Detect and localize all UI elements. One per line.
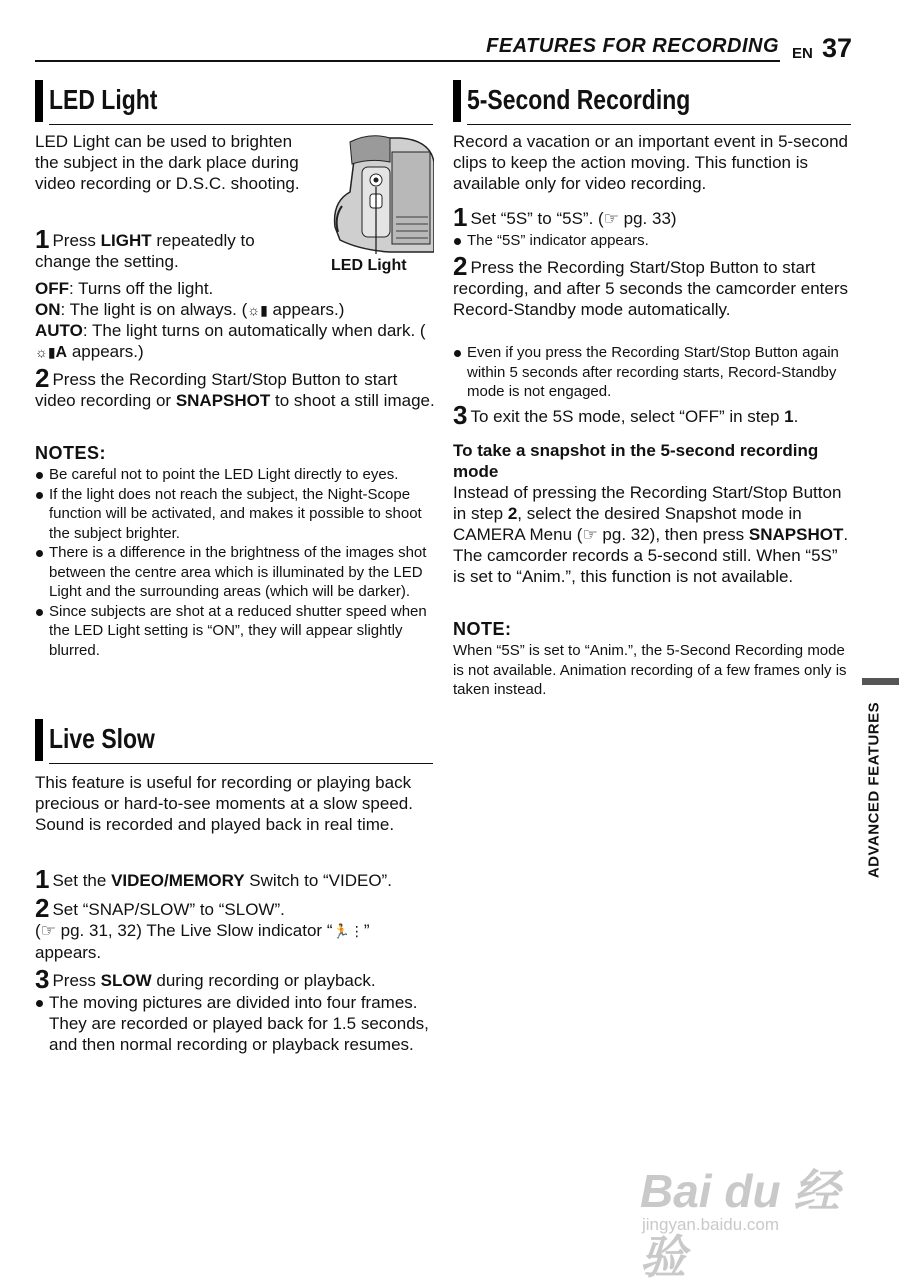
option-text: : The light is on always. ( — [60, 300, 248, 319]
step-text: Press the Recording Start/Stop Button to start recording, and after 5 seconds the camcorder enters Record-Standby mode automatically. — [453, 258, 848, 319]
five-second-title: 5-Second Recording — [467, 84, 691, 115]
led-title: LED Light — [49, 84, 158, 115]
live-slow-intro: This feature is useful for recording or playing back precious or hard-to-see moments at a slow speed. Sound is recorded and played back in real time. — [35, 773, 413, 834]
note-text: When “5S” is set to “Anim.”, the 5-Second Recording mode is not available. Animation recording of a few frames only is taken instead. — [453, 642, 847, 698]
switch-name: VIDEO/MEMORY — [111, 871, 245, 890]
baidu-watermark — [640, 1145, 860, 1283]
watermark-url: jingyan.baidu.com — [642, 1215, 780, 1234]
heading-rule — [49, 124, 433, 125]
step-text: to shoot a still image. — [270, 391, 435, 410]
step-bullet: Even if you press the Recording Start/Stop Button again within 5 seconds after recording starts, Record-Standby mode is not engaged. — [453, 343, 853, 402]
running-header: FEATURES FOR RECORDING — [486, 35, 779, 57]
five-step-3 — [453, 400, 853, 430]
note-item: There is a difference in the brightness of the images shot between the centre area which is illuminated by the LED Light and the surrounding areas (which will be darker). — [35, 543, 430, 602]
heading-bar — [453, 80, 461, 122]
live-slow-title: Live Slow — [49, 723, 155, 754]
live-slow-heading — [35, 719, 433, 765]
step-number: 2 — [35, 893, 50, 923]
led-on-option — [35, 299, 435, 321]
live-slow-indicator-icon: 🏃⋮ — [332, 923, 364, 939]
button-name: SNAPSHOT — [748, 525, 844, 544]
note-item: If the light does not reach the subject, the Night-Scope function will be activated, and makes it possible to shoot the subject brighter. — [35, 485, 430, 544]
watermark-brand: Bai du 经验 — [640, 1165, 840, 1283]
header-rule — [35, 60, 780, 62]
language-label: EN — [792, 45, 813, 62]
notes-heading: NOTES: — [35, 443, 107, 463]
step-text: Set the — [52, 871, 112, 890]
five-step1-bullets — [453, 231, 853, 251]
heading-bar — [35, 80, 43, 122]
led-step-2 — [35, 363, 435, 411]
step-number: 2 — [453, 251, 468, 281]
body-text: , select the desired Snapshot mode in CAMERA Menu ( — [453, 504, 802, 544]
step-text: repeatedly to change the setting. — [35, 231, 255, 271]
option-text: : Turns off the light. — [69, 279, 214, 298]
option-text: appears.) — [67, 342, 144, 361]
button-name: SLOW — [100, 971, 152, 990]
step-number: 1 — [35, 224, 50, 254]
note-item: Be careful not to point the LED Light directly to eyes. — [35, 465, 430, 485]
camcorder-drawing — [330, 132, 434, 254]
step-ref: 1 — [784, 407, 794, 426]
button-name: SNAPSHOT — [175, 391, 271, 410]
step-text: . — [793, 407, 799, 426]
step-number: 3 — [35, 964, 50, 994]
step-number: 1 — [453, 202, 468, 232]
snapshot-subheading: To take a snapshot in the 5-second recording mode — [453, 441, 819, 481]
five-step-1 — [453, 202, 853, 232]
heading-rule — [49, 763, 433, 764]
step-number: 3 — [453, 400, 468, 430]
step-ref: 2 — [507, 504, 518, 523]
live-step-3 — [35, 964, 435, 994]
step-text: during recording or playback. — [151, 971, 376, 990]
page-ref-icon: ☞ — [40, 921, 56, 940]
button-name: LIGHT — [100, 231, 152, 250]
body-text: . The camcorder records a 5-second still. When “5S” is set to “Anim.”, this function is not available. — [453, 525, 849, 586]
notes-list — [35, 465, 430, 660]
side-tab-label — [860, 700, 888, 880]
led-auto-option — [35, 320, 435, 363]
page-ref-icon: ☞ — [603, 209, 619, 228]
step-text: pg. 31, 32) The Live Slow indicator “ — [55, 921, 333, 940]
led-intro: LED Light can be used to brighten the subject in the dark place during video recording or D.S.C. shooting. — [35, 132, 300, 193]
five-step-2 — [453, 251, 853, 320]
step-text: Press the Recording Start/Stop Button to start video recording or — [35, 370, 398, 410]
five-step2-bullets — [453, 343, 853, 402]
step-text: pg. 33) — [618, 209, 677, 228]
snapshot-body — [453, 482, 853, 587]
page-number: 37 — [822, 33, 853, 63]
step-text: Press — [52, 231, 101, 250]
option-label: ON — [35, 300, 61, 319]
led-section-heading — [35, 80, 433, 126]
step-text: Switch to “VIDEO”. — [244, 871, 392, 890]
step-text: Set “SNAP/SLOW” to “SLOW”. — [52, 900, 285, 919]
note-heading: NOTE: — [453, 619, 512, 639]
option-label: AUTO — [35, 321, 83, 340]
five-intro: Record a vacation or an important event in 5-second clips to keep the action moving. This function is available only for video recording. — [453, 132, 849, 193]
step-text: Press — [52, 971, 101, 990]
step-text: Set “5S” to “5S”. ( — [470, 209, 604, 228]
live-bullet-list — [35, 992, 430, 1055]
led-auto-icon: ☼▮A — [35, 344, 68, 361]
step-text: ” appears. — [35, 921, 370, 962]
led-step-1 — [35, 224, 305, 272]
step-number: 2 — [35, 363, 50, 393]
live-step-2: 2 Set “SNAP/SLOW” to “SLOW”. (☞ pg. 31, 32) The Live Slow indicator “🏃⋮” appears. — [35, 893, 370, 962]
note-item: Since subjects are shot at a reduced shutter speed when the LED Light setting is “ON”, they will appear slightly blurred. — [35, 602, 430, 661]
step-number: 1 — [35, 864, 50, 894]
live-bullet: The moving pictures are divided into four frames. They are recorded or played back for 1.5 seconds, and then normal recording or playback resumes. — [35, 992, 430, 1055]
five-second-heading — [453, 80, 853, 126]
side-tab-text: ADVANCED FEATURES — [865, 701, 883, 879]
option-text: appears.) — [267, 300, 345, 319]
option-label: OFF — [35, 279, 69, 298]
live-step-1 — [35, 864, 435, 894]
camcorder-illustration — [330, 132, 434, 254]
heading-rule — [467, 124, 851, 125]
step-bullet: The “5S” indicator appears. — [453, 231, 853, 251]
body-text: Instead of pressing the Recording Start/Stop Button in step — [453, 483, 842, 523]
body-text: pg. 32), then press — [597, 525, 749, 544]
heading-bar — [35, 719, 43, 761]
led-figure-label: LED Light — [331, 257, 407, 274]
option-text: : The light turns on automatically when dark. ( — [82, 321, 426, 340]
page-ref-icon: ☞ — [582, 525, 598, 544]
side-tab-marker — [862, 678, 899, 685]
step-text: To exit the 5S mode, select “OFF” in step — [470, 407, 785, 426]
led-on-icon: ☼▮ — [247, 302, 268, 318]
led-off-option — [35, 278, 435, 299]
